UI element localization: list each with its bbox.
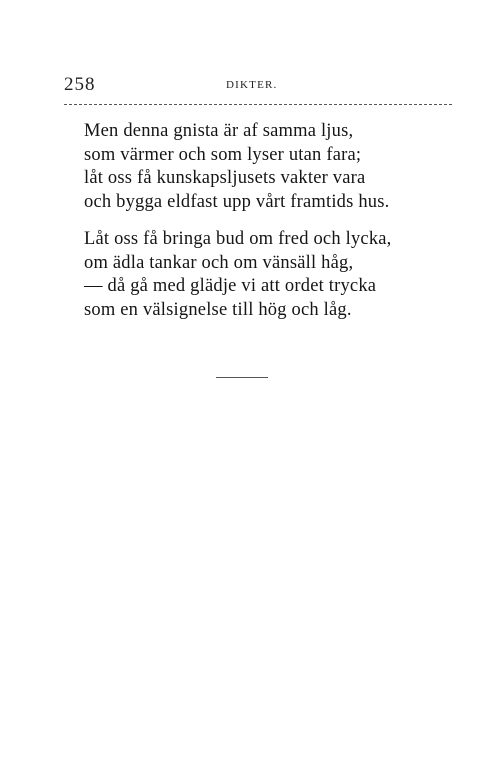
page-number: 258 (64, 74, 96, 95)
verse-line: som värmer och som lyser utan fara; (84, 144, 362, 165)
running-head (64, 74, 454, 98)
verse-line: om ädla tankar och om vänsäll håg, (84, 252, 354, 273)
verse-line: Låt oss få bringa bud om fred och lycka, (84, 229, 392, 249)
verse-line: låt oss få kunskapsljusets vakter vara (84, 168, 366, 188)
verse-line: som en välsignelse till hög och låg. (84, 299, 352, 320)
stanza-1 (84, 120, 464, 214)
header-rule (64, 104, 452, 105)
stanza-2 (84, 228, 464, 322)
verse-line: och bygga eldfast upp vårt framtids hus. (84, 191, 390, 212)
running-title: DIKTER. (226, 79, 278, 91)
verse-line: — då gå med glädje vi att ordet trycka (84, 276, 377, 296)
end-of-poem-rule (216, 377, 268, 378)
verse-line: Men denna gnista är af samma ljus, (84, 121, 354, 141)
